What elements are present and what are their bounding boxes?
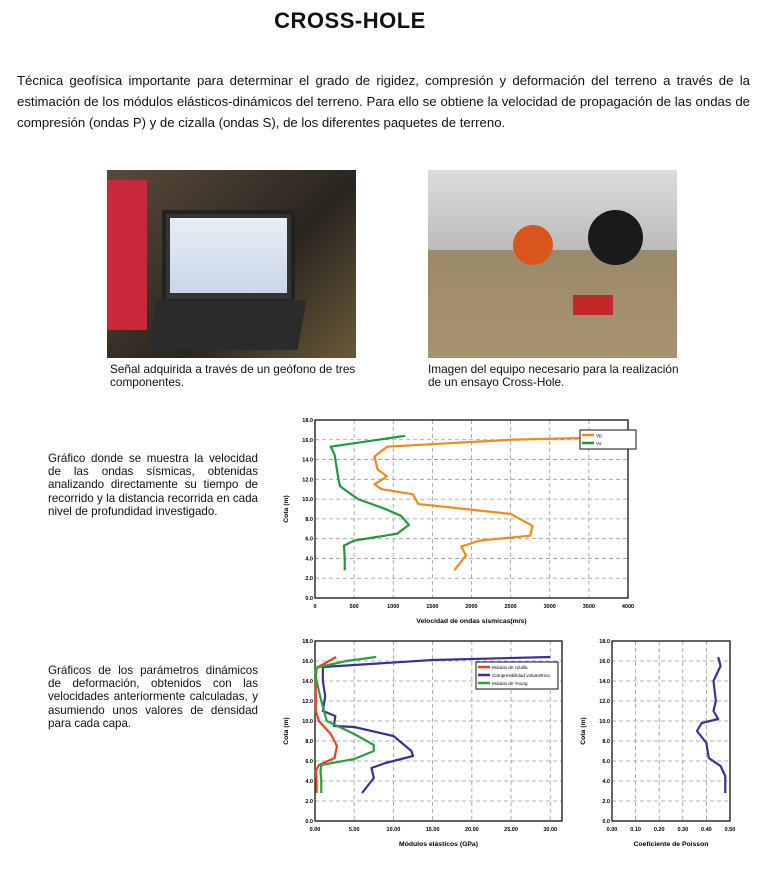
x-tick-label: 20.00 [464,827,479,833]
y-tick-label: 14.0 [302,457,313,464]
x-tick-label: 4000 [621,604,635,610]
y-tick-label: 0.0 [305,819,313,825]
y-tick-label: 2.0 [602,799,610,805]
y-tick-label: 4.0 [305,556,313,563]
y-tick-label: 14.0 [302,679,313,685]
x-tick-label: 10.00 [386,827,401,833]
y-tick-label: 18.0 [599,639,610,645]
chart-1 [283,418,636,625]
y-tick-label: 10.0 [599,719,610,725]
x-tick-label: 2500 [504,604,517,610]
x-axis-label: Módulos elásticos (GPa) [399,841,478,848]
x-tick-label: 1000 [387,604,400,610]
y-tick-label: 6.0 [305,536,313,543]
y-tick-label: 12.0 [302,699,313,705]
y-tick-label: 16.0 [302,437,313,444]
x-tick-label: 500 [349,604,359,610]
y-tick-label: 10.0 [302,719,313,725]
chart-2 [283,639,562,848]
y-tick-label: 18.0 [302,639,313,645]
x-axis-label: Coeficiente de Poisson [633,841,709,848]
legend-label: Vp [596,433,602,438]
y-tick-label: 14.0 [599,679,610,685]
y-tick-label: 6.0 [602,759,610,765]
x-tick-label: 15.00 [425,827,440,833]
y-tick-label: 4.0 [305,779,313,785]
page-title: CROSS-HOLE [274,8,426,33]
x-tick-label: 25.00 [504,827,518,833]
y-tick-label: 8.0 [602,739,610,745]
y-tick-label: 8.0 [305,516,313,523]
y-tick-label: 2.0 [305,576,313,583]
legend-label: Vs [596,441,602,446]
y-axis-label: Cota (m) [580,717,587,745]
y-tick-label: 16.0 [599,659,610,665]
plot-area [612,641,730,821]
modulus-chart-description: Gráficos de los parámetros dinámicos de deformación, obtenidos con las velocidades anteriormente calculadas, y asumiendo unos valores de densidad para cada capa. [48,664,258,730]
y-tick-label: 0.0 [602,819,610,825]
x-tick-label: 0.10 [630,827,641,833]
legend [580,430,636,449]
y-tick-label: 18.0 [302,418,313,424]
x-tick-label: 0.30 [677,827,689,833]
x-tick-label: 0.20 [653,827,665,833]
y-tick-label: 10.0 [302,497,313,504]
y-tick-label: 4.0 [602,779,610,785]
x-tick-label: 5.00 [348,827,360,833]
x-axis-label: Velocidad de ondas sísmicas(m/s) [416,618,527,625]
y-tick-label: 16.0 [302,659,313,665]
photo-caption-2: Imagen del equipo necesario para la realización de un ensayo Cross-Hole. [428,362,679,389]
x-tick-label: 0.50 [724,827,736,833]
intro-paragraph: Técnica geofísica importante para determinar el grado de rigidez, compresión y deformación del terreno a través de la estimación de los módulos elásticos-dinámicos del terreno. Para ello se obtiene la velocidad de propagación de las ondas de compresión (ondas P) y de cizalla (ondas S), de los diferentes paquetes de terreno. [17,73,750,130]
x-tick-label: 3500 [582,604,595,610]
photo-caption-1: Señal adquirida a través de un geófono de tres componentes. [110,362,356,389]
y-tick-label: 0.0 [305,596,313,602]
x-tick-label: 0.00 [309,827,321,833]
y-tick-label: 8.0 [305,739,313,745]
x-tick-label: 30.00 [543,827,558,833]
velocity-chart-description: Gráfico donde se muestra la velocidad de las ondas sísmicas, obtenidas analizando directamente su tiempo de recorrido y la distancia recorrida en cada nivel de profundidad investigado. [48,452,258,518]
y-tick-label: 12.0 [599,699,610,705]
y-axis-label: Cota (m) [283,495,290,523]
legend-label: Módulo de Young [492,681,528,686]
x-tick-label: 0.00 [606,827,618,833]
legend-label: Módulo de cizalla [492,665,528,670]
y-axis-label: Cota (m) [283,717,290,745]
x-tick-label: 3000 [543,604,556,610]
y-tick-label: 2.0 [305,799,313,805]
chart-3 [580,639,735,848]
x-tick-label: 0 [313,604,317,610]
legend-label: Compresibilidad volumétrica [492,673,550,678]
y-tick-label: 12.0 [302,477,313,484]
y-tick-label: 6.0 [305,759,313,765]
x-tick-label: 2000 [465,604,478,610]
x-tick-label: 0.40 [701,827,712,833]
x-tick-label: 1500 [426,604,439,610]
